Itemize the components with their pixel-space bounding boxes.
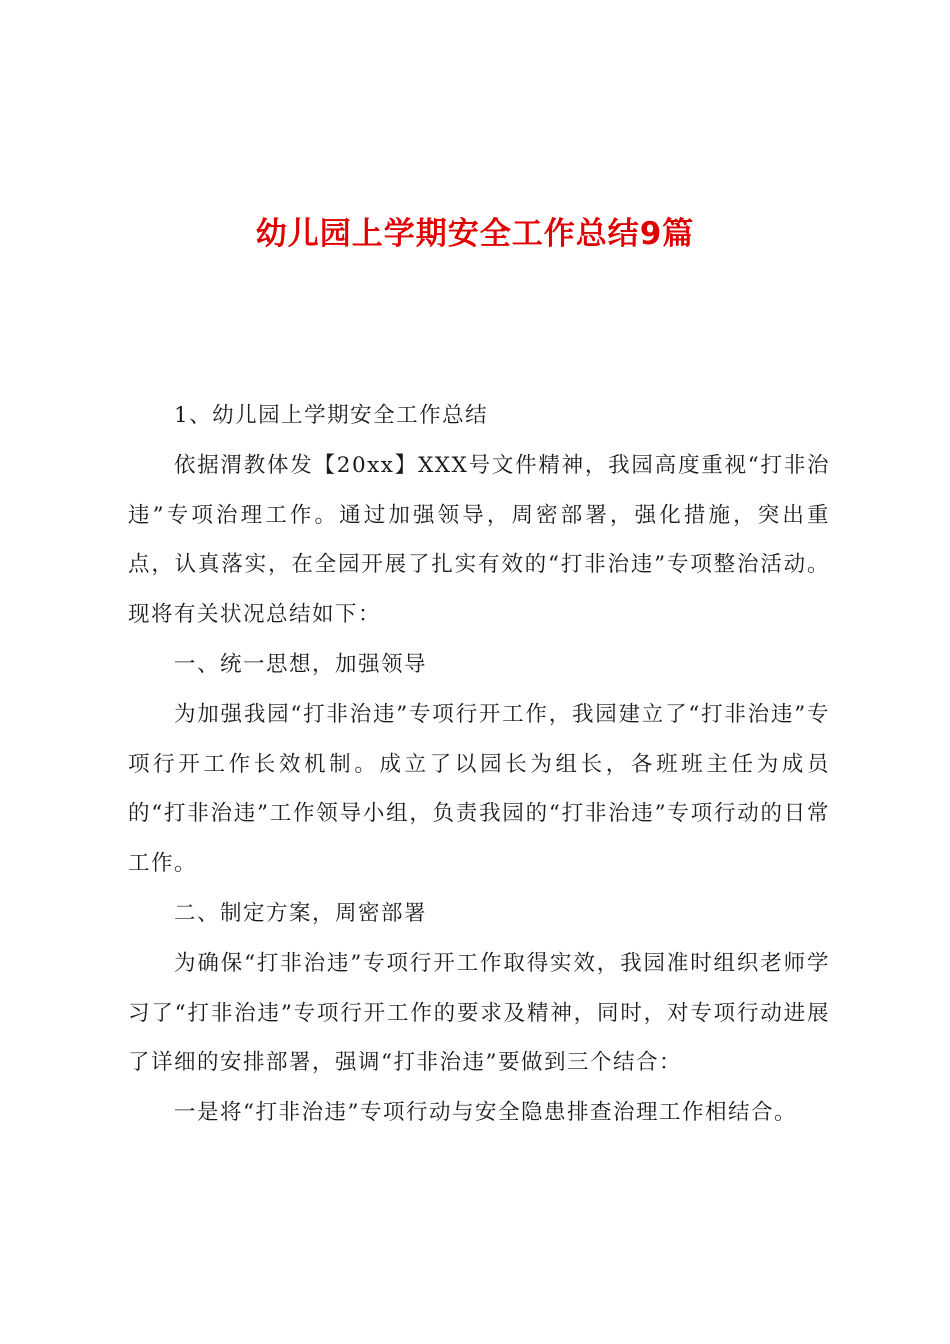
body-paragraph: 为确保“打非治违”专项行开工作取得实效，我园准时组织老师学习了“打非治违”专项行开工作的要求及精神，同时，对专项行动进展了详细的安排部署，强调“打非治违”要做到三个结合： [128, 950, 830, 1076]
body-paragraph: 为加强我园“打非治违”专项行开工作，我园建立了“打非治违”专项行开工作长效机制。成立了以园长为组长，各班班主任为成员的“打非治违”工作领导小组，负责我园的“打非治违”专项行动的日常工作。 [128, 701, 830, 877]
document-title: 幼儿园上学期安全工作总结9篇 [255, 216, 695, 252]
body-paragraph: 依据渭教体发【20xx】XXX号文件精神，我园高度重视“打非治违”专项治理工作。通过加强领导，周密部署，强化措施，突出重点，认真落实，在全园开展了扎实有效的“打非治违”专项整治活动。现将有关状况总结如下： [128, 452, 830, 628]
section-heading: 二、制定方案，周密部署 [174, 900, 428, 926]
document-body [128, 391, 830, 1138]
body-paragraph: 一是将“打非治违”专项行动与安全隐患排查治理工作相结合。 [174, 1100, 797, 1126]
section-heading: 1、幼儿园上学期安全工作总结 [174, 403, 489, 428]
section-heading: 一、统一思想，加强领导 [174, 651, 428, 677]
